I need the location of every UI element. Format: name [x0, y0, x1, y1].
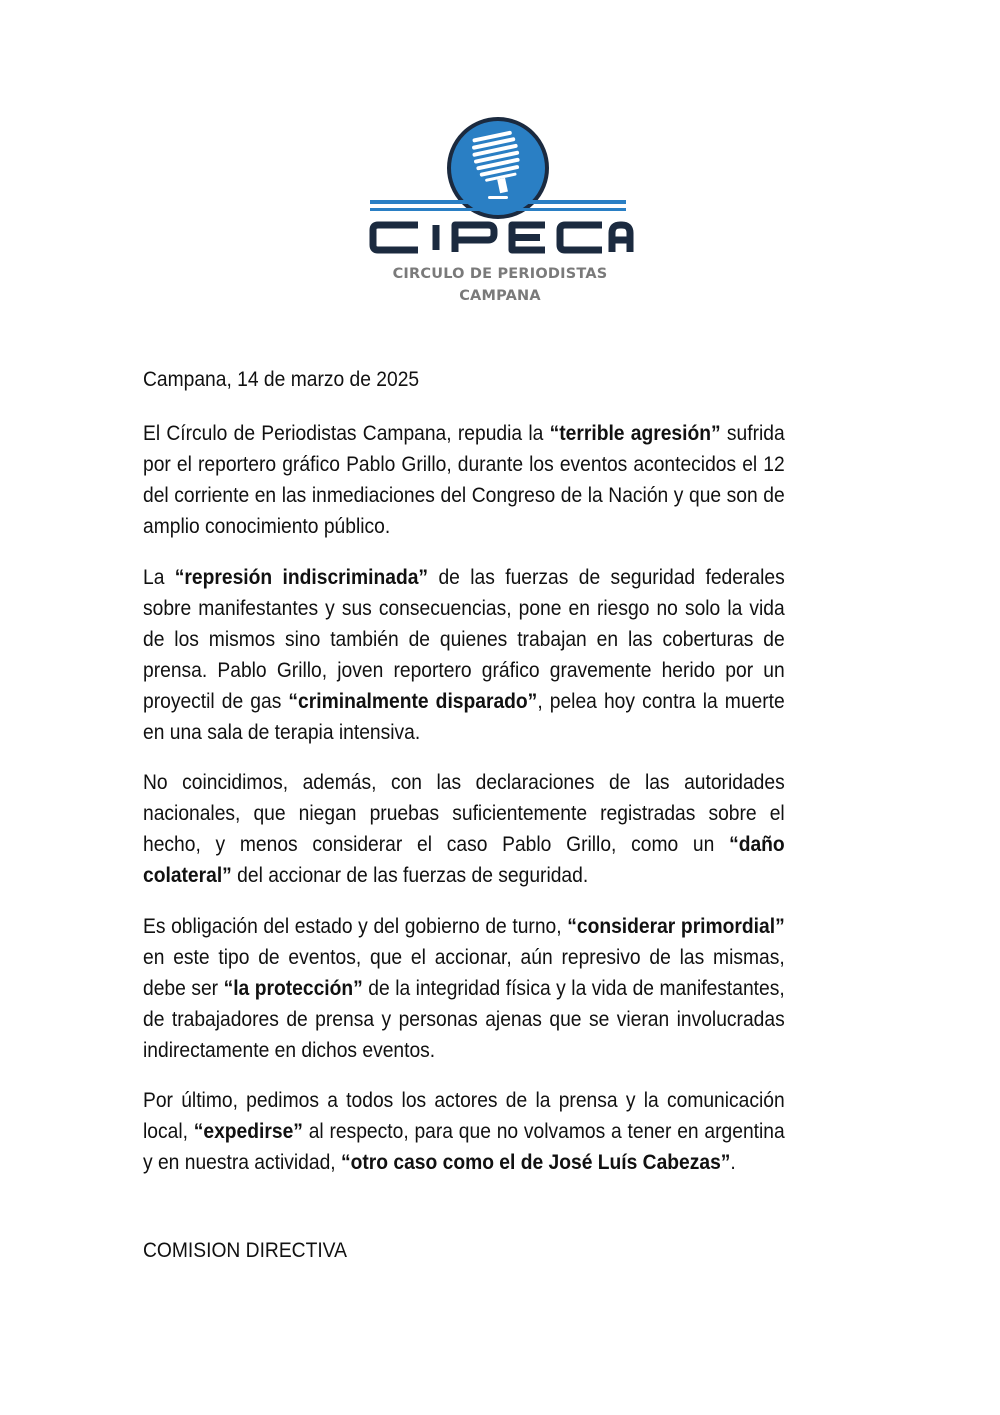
paragraph-1-text-c: sufrida por el reportero gráfico Pablo Grillo, durante los eventos acontecidos el 12 del corriente en las inmediaciones del Congreso de la Nación y que son de amplio conocimiento público. — [143, 421, 785, 538]
logo-subtitle-line2: CAMPANA — [459, 288, 541, 304]
paragraph-4-emphasis-2: “la protección” — [223, 976, 363, 1000]
paragraph-5-text-c: al respecto, para que no volvamos a tener en argentina y en nuestra actividad, — [143, 1119, 785, 1174]
paragraph-2-text-c: de las fuerzas de seguridad federales sobre manifestantes y sus consecuencias, pone en riesgo no solo la vida de los mismos sino también de quienes trabajan en las coberturas de prensa. Pablo Grillo, joven reportero gráfico gravemente herido por un proyectil de gas — [143, 565, 785, 713]
logo-subtitle-line1: CIRCULO DE PERIODISTAS — [392, 266, 608, 282]
paragraph-5-emphasis-2: “otro caso como el de José Luís Cabezas” — [340, 1150, 731, 1174]
paragraph-2-text-e: , pelea hoy contra la muerte en una sala de terapia intensiva. — [143, 689, 785, 744]
paragraph-5-emphasis-1: “expedirse” — [193, 1119, 303, 1143]
paragraph-4-text-e: de la integridad física y la vida de manifestantes, de trabajadores de prensa y personas ajenas que se vieran involucradas indirectamente en dichos eventos. — [143, 976, 785, 1062]
paragraph-4-text-a: Es obligación del estado y del gobierno de turno, — [143, 914, 568, 938]
paragraph-4-emphasis-1: “considerar primordial” — [567, 914, 785, 938]
letter-date: Campana, 14 de marzo de 2025 — [143, 367, 420, 391]
paragraph-3-emphasis: “daño colateral” — [143, 832, 785, 887]
paragraph-1-emphasis: “terrible agresión” — [549, 421, 721, 445]
logo-stripe-bottom — [370, 208, 626, 211]
paragraph-2 — [143, 562, 785, 748]
paragraph-3-text-a: No coincidimos, además, con las declaraciones de las autoridades nacionales, que niegan pruebas suficientemente registradas sobre el hecho, y menos considerar el caso Pablo Grillo, como un — [143, 770, 785, 856]
paragraph-4-text-c: en este tipo de eventos, que el accionar, aún represivo de las mismas, debe ser — [143, 945, 785, 1000]
paragraph-5-text-e: . — [730, 1150, 736, 1174]
paragraph-3-text-c: del accionar de las fuerzas de seguridad. — [231, 863, 589, 887]
logo-graphic — [360, 112, 640, 262]
paragraph-1-text-a: El Círculo de Periodistas Campana, repudia la — [143, 421, 550, 445]
paragraph-2-text-a: La — [143, 565, 175, 589]
paragraph-5 — [143, 1085, 785, 1178]
signature: COMISION DIRECTIVA — [143, 1238, 347, 1262]
paragraph-3 — [143, 767, 785, 891]
cipeca-logo — [360, 112, 640, 312]
logo-wordmark — [373, 225, 630, 252]
paragraph-4 — [143, 911, 785, 1066]
paragraph-1 — [143, 418, 785, 542]
paragraph-5-text-a: Por último, pedimos a todos los actores de la prensa y la comunicación local, — [143, 1088, 785, 1143]
logo-stripe-top — [370, 200, 626, 204]
paragraph-2-emphasis-2: “criminalmente disparado” — [288, 689, 538, 713]
paragraph-2-emphasis-1: “represión indiscriminada” — [174, 565, 429, 589]
